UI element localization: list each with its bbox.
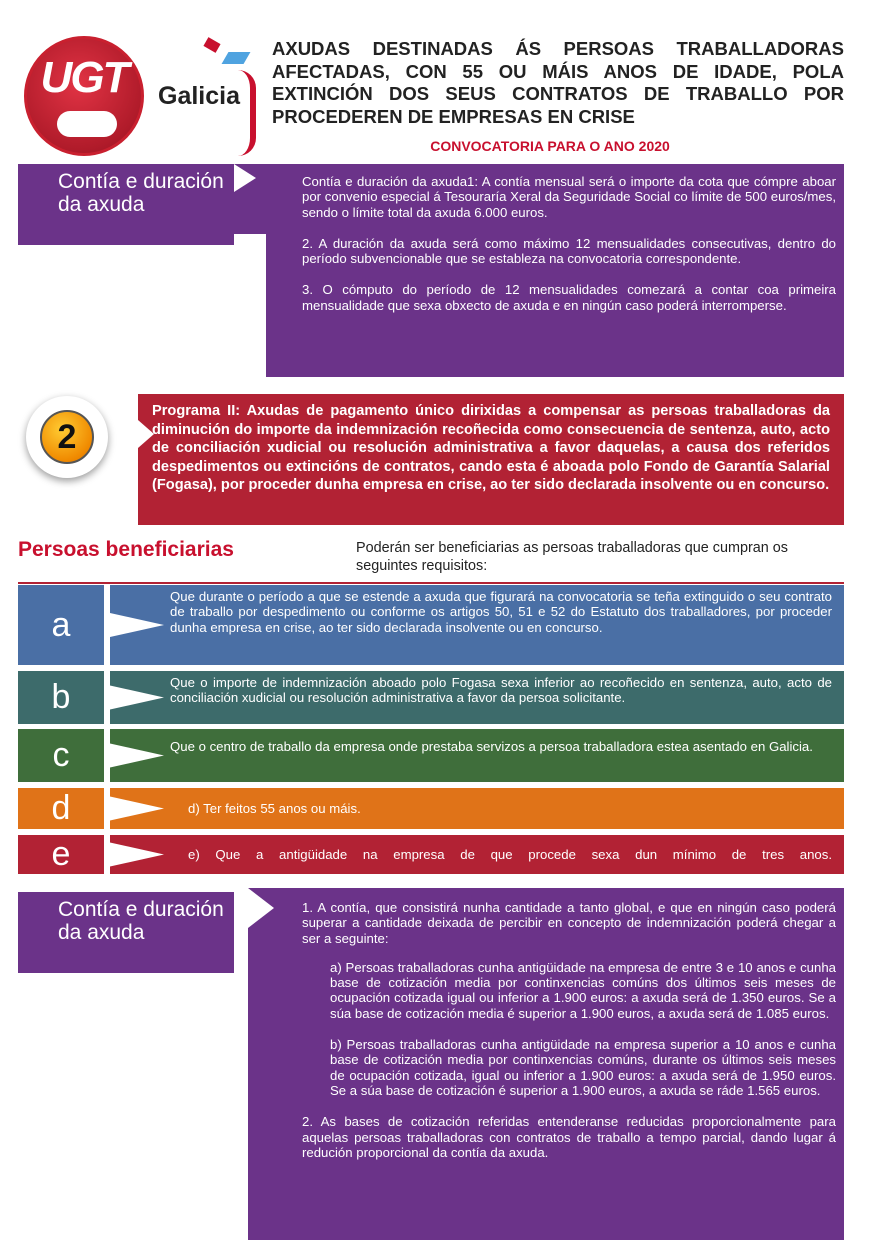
logo-decoration xyxy=(222,52,251,64)
chevron-right-icon xyxy=(104,671,174,724)
requirement-row xyxy=(18,671,844,724)
chevron-right-icon xyxy=(104,585,174,665)
ugt-logo xyxy=(24,36,144,156)
convocatoria-year: CONVOCATORIA PARA O ANO 2020 xyxy=(430,138,670,154)
requirement-text: d) Ter feitos 55 anos ou máis. xyxy=(188,801,361,816)
chevron-right-icon xyxy=(104,835,174,874)
paragraph: a) Persoas traballadoras cunha antigüidade na empresa de entre 3 e 10 anos e cunha base de cotización media por continxencias comúns dos últimos seis meses de ocupación cotizada igual ou inferior a 1.900 euros: a axuda será de 1.350 euros. Se a súa base de cotización media é superior a 1.900 euros, a axuda será de 1.085 euros. xyxy=(330,959,836,1021)
program-text: Programa II: Axudas de pagamento único dirixidas a compensar as persoas traballadoras da diminución do importe da indemnización recoñecida como consecuencia de sentenza, auto, acto de conciliación xudicial ou resolución administrativa a favor daquelas, a causa dos referidos despedimentos ou extincións de contratos, cando esta é aboada polo Fondo de Garantía Salarial (Fogasa), por proceder dunha empresa en crise, ao ter sido declarada insolvente ou en concurso. xyxy=(152,403,830,494)
arrow-notch xyxy=(138,420,154,448)
paragraph: 1. A contía, que consistirá nunha cantidade a tanto global, e que en ningún caso poderá superar a cantidade deixada de percibir en concepto de indemnización poderá chegar a ser a seguinte: xyxy=(302,900,836,946)
requirement-text: Que o centro de traballo da empresa onde prestaba servizos a persoa traballadora estea asentado en Galicia. xyxy=(170,739,813,754)
paragraph: 3. O cómputo do período de 12 mensualidades comezará a contar coa primeira mensualidade que sexa obxecto de axuda e en ningún caso poderá interromperse. xyxy=(302,282,836,313)
requirement-text: e) Que a antigüidade na empresa de que procede sexa dun mínimo de tres anos. xyxy=(188,847,832,862)
handshake-icon xyxy=(57,111,117,137)
region-name: Galicia xyxy=(158,82,240,110)
page-title: AXUDAS DESTINADAS ÁS PERSOAS TRABALLADORAS AFECTADAS, CON 55 OU MÁIS ANOS DE IDADE, POLA EXTINCIÓN DOS SEUS CONTRATOS DE TRABALLO POR PROCEDEREN DE EMPRESAS EN CRISE xyxy=(272,38,844,127)
paragraph: Contía e duración da axuda1: A contía mensual será o importe da cota que cómpre aboar por convenio especial á Tesouraría Xeral da Seguridade Social co límite de 500 euros/mes, sendo o límite total da axuda 6.000 euros. xyxy=(302,174,836,220)
divider xyxy=(18,582,844,584)
requirement-letter: b xyxy=(51,678,71,716)
requirement-letter: e xyxy=(51,835,71,873)
beneficiarias-title: Persoas beneficiarias xyxy=(18,538,234,561)
requirement-row xyxy=(18,788,844,829)
program-number-badge xyxy=(26,396,108,478)
logo-decoration xyxy=(203,37,220,53)
requirement-letter: d xyxy=(51,789,71,827)
logo-text: UGT xyxy=(40,53,128,102)
requirement-text: Que o importe de indemnización aboado polo Fogasa sexa inferior ao recoñecido en sentenza, auto, acto de conciliación xudicial ou resolución administrativa a favor da persoa solicitante. xyxy=(170,675,832,706)
requirement-row xyxy=(18,585,844,665)
program-description xyxy=(138,394,844,525)
logo-decoration xyxy=(238,70,256,156)
chevron-right-icon xyxy=(104,729,174,782)
requirement-row xyxy=(18,729,844,782)
section-body xyxy=(302,174,836,329)
section-body xyxy=(302,900,836,1176)
section-label: Contía e duración da axuda xyxy=(18,164,234,245)
paragraph: 2. A duración da axuda será como máximo 12 mensualidades consecutivas, dentro do período subvencionable que se estableza na convocatoria correspondente. xyxy=(302,235,836,267)
requirement-text: Que durante o período a que se estende a axuda que figurará na convocatoria se teña extinguido o seu contrato de traballo por despedimento ou conforme os artigos 50, 51 e 52 do Estatuto dos traballadores, por proceder dunha empresa en crise, ao ter sido declarada insolvente ou en concurso. xyxy=(170,589,832,635)
chevron-right-icon xyxy=(104,788,174,829)
beneficiarias-intro: Poderán ser beneficiarias as persoas traballadoras que cumpran os seguintes requisitos: xyxy=(356,540,788,574)
requirement-letter: a xyxy=(51,605,71,644)
section-label: Contía e duración da axuda xyxy=(18,892,234,973)
paragraph: 2. As bases de cotización referidas entenderanse reducidas proporcionalmente para aquelas persoas traballadoras con contratos de traballo a tempo parcial, dando lugar á redución proporcional da contía da axuda. xyxy=(302,1114,836,1160)
requirement-letter: c xyxy=(52,736,70,774)
requirement-row xyxy=(18,835,844,874)
paragraph: b) Persoas traballadoras cunha antigüidade na empresa superior a 10 anos e cunha base de cotización media por continxencias comúns, durante os últimos seis meses de ocupación cotizada, igual ou inferior a 1.900 euros: a axuda será de 1.950 euros. Se a súa base de cotización é superior a 1.900 euros, a axuda se ráde 1.565 euros. xyxy=(330,1037,836,1098)
program-number: 2 xyxy=(40,410,94,464)
arrow-notch xyxy=(248,888,274,928)
arrow-notch xyxy=(234,164,256,192)
